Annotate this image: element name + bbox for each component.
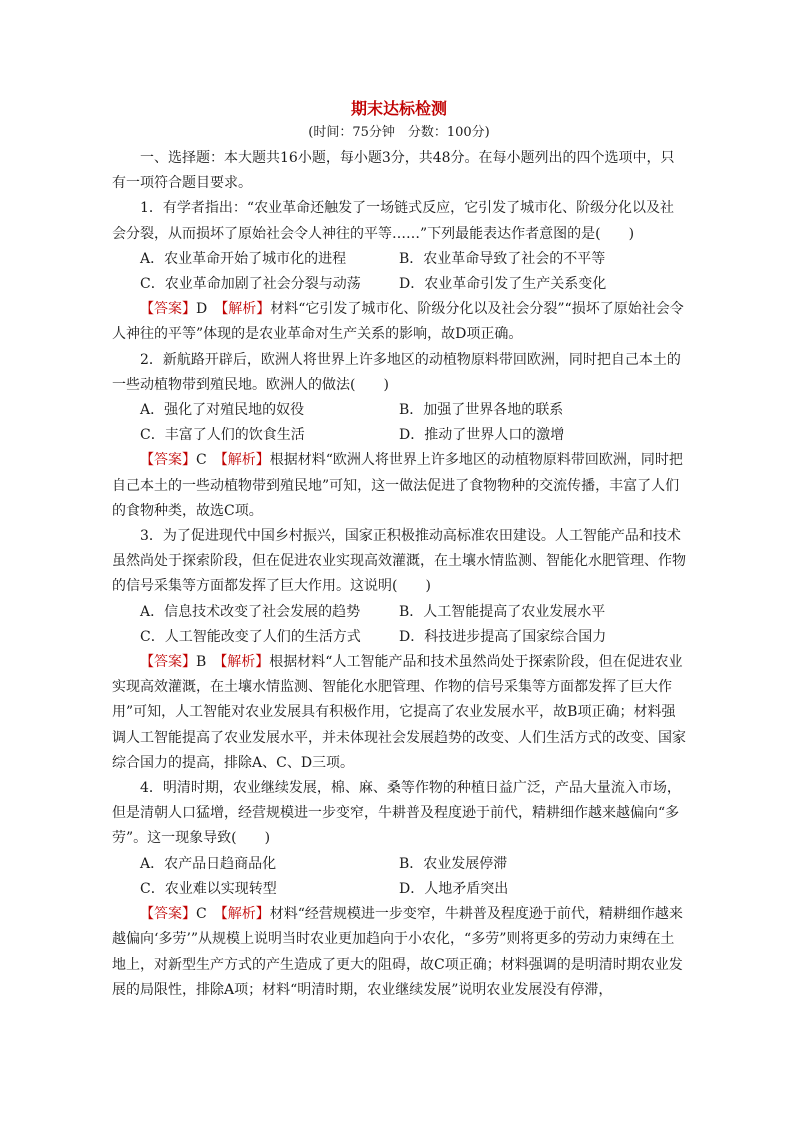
option-b: B．人工智能提高了农业发展水平 bbox=[399, 603, 606, 620]
exam-page bbox=[112, 96, 686, 1003]
analysis-label: 【解析】 bbox=[220, 654, 270, 671]
analysis-text: 材料“经营规模进一步变窄，牛耕普及程度逊于前代，精耕细作越来越偏向‘多劳’”从规模上说明当时农业更加趋向于小农化，“多劳”则将更多的劳动力束缚在土地上，对新型生产方式的产生造成了更大的阻碍，故C项正确；材料强调的是明清时期农业发展的局限性，排除A项；材料“明清时期，农业继续发展”说明农业发展没有停滞， bbox=[112, 906, 683, 998]
option-c: C．农业难以实现转型 bbox=[140, 880, 277, 897]
option-a: A．农业革命开始了城市化的进程 bbox=[140, 250, 347, 267]
answer-block bbox=[112, 650, 686, 776]
analysis-label: 【解析】 bbox=[221, 301, 271, 318]
question-stem: 4．明清时期，农业继续发展，棉、麻、桑等作物的种植日益广泛，产品大量流入市场，但是清朝人口猛增，经营规模进一步变窄，牛耕普及程度逊于前代，精耕细作越来越偏向“多劳”。这一现象导致( ) bbox=[112, 780, 681, 847]
option-a: A．强化了对殖民地的奴役 bbox=[140, 402, 305, 419]
option-a: A．农产品日趋商品化 bbox=[140, 855, 277, 872]
answer-value: C bbox=[196, 906, 221, 923]
analysis-text: 根据材料“人工智能产品和技术虽然尚处于探索阶段，但在促进农业实现高效灌溉，在土壤水情监测、智能化水肥管理、作物的信号采集等方面都发挥了巨大作用”可知，人工智能对农业发展具有积极作用，它提高了农业发展水平，故B项正确；材料强调人工智能提高了农业发展水平，并未体现社会发展趋势的改变、人们生活方式的改变、国家综合国力的提高，排除A、C、D三项。 bbox=[112, 654, 686, 771]
section-instructions: 一、选择题：本大题共16小题，每小题3分，共48分。在每小题列出的四个选项中，只有一项符合题目要求。 bbox=[112, 150, 675, 192]
option-d: D．推动了世界人口的激增 bbox=[399, 427, 565, 444]
option-c: C．丰富了人们的饮食生活 bbox=[140, 427, 305, 444]
analysis-label: 【解析】 bbox=[220, 906, 270, 923]
answer-label: 【答案】 bbox=[140, 906, 196, 923]
option-list bbox=[112, 398, 686, 448]
option-d: D．科技进步提高了国家综合国力 bbox=[399, 628, 607, 645]
question-4 bbox=[112, 776, 686, 1003]
page-title: 期末达标检测 bbox=[350, 99, 447, 118]
question-stem: 1．有学者指出：“农业革命还触发了一场链式反应，它引发了城市化、阶级分化以及社会分裂，从而损坏了原始社会令人神往的平等……”下列最能表达作者意图的是( ) bbox=[112, 200, 675, 242]
option-list bbox=[112, 600, 686, 650]
answer-label: 【答案】 bbox=[140, 654, 196, 671]
answer-value: C bbox=[196, 452, 221, 469]
exam-info: (时间：75分钟 分数：100分) bbox=[308, 125, 490, 140]
analysis-text: 根据材料“欧洲人将世界上许多地区的动植物原料带回欧洲，同时把自己本土的一些动植物带到殖民地”可知，这一做法促进了食物物种的交流传播，丰富了人们的食物种类，故选C项。 bbox=[112, 452, 683, 519]
answer-value: D bbox=[196, 301, 222, 318]
option-b: B．加强了世界各地的联系 bbox=[399, 402, 564, 419]
option-c: C．人工智能改变了人们的生活方式 bbox=[140, 628, 361, 645]
option-a: A．信息技术改变了社会发展的趋势 bbox=[140, 603, 361, 620]
analysis-text: 材料“它引发了城市化、阶级分化以及社会分裂”“损坏了原始社会令人神往的平等”体现的是农业革命对生产关系的影响，故D项正确。 bbox=[112, 301, 684, 343]
question-2 bbox=[112, 348, 686, 524]
option-c: C．农业革命加剧了社会分裂与动荡 bbox=[140, 276, 361, 293]
question-stem: 2．新航路开辟后，欧洲人将世界上许多地区的动植物原料带回欧洲，同时把自己本土的一些动植物带到殖民地。欧洲人的做法( ) bbox=[112, 351, 681, 393]
answer-label: 【答案】 bbox=[140, 452, 196, 469]
option-b: B．农业发展停滞 bbox=[399, 855, 508, 872]
answer-label: 【答案】 bbox=[140, 301, 196, 318]
question-1 bbox=[112, 196, 686, 347]
option-list bbox=[112, 852, 686, 902]
answer-block bbox=[112, 902, 686, 1003]
answer-block bbox=[112, 448, 686, 524]
question-3 bbox=[112, 524, 686, 776]
question-stem: 3．为了促进现代中国乡村振兴，国家正积极推动高标准农田建设。人工智能产品和技术虽然尚处于探索阶段，但在促进农业实现高效灌溉，在土壤水情监测、智能化水肥管理、作物的信号采集等方面都发挥了巨大作用。这说明( ) bbox=[112, 528, 686, 595]
answer-block bbox=[112, 297, 686, 347]
option-d: D．人地矛盾突出 bbox=[399, 880, 509, 897]
option-b: B．农业革命导致了社会的不平等 bbox=[399, 250, 606, 267]
option-list bbox=[112, 247, 686, 297]
option-d: D．农业革命引发了生产关系变化 bbox=[399, 276, 607, 293]
answer-value: B bbox=[196, 654, 221, 671]
analysis-label: 【解析】 bbox=[220, 452, 270, 469]
